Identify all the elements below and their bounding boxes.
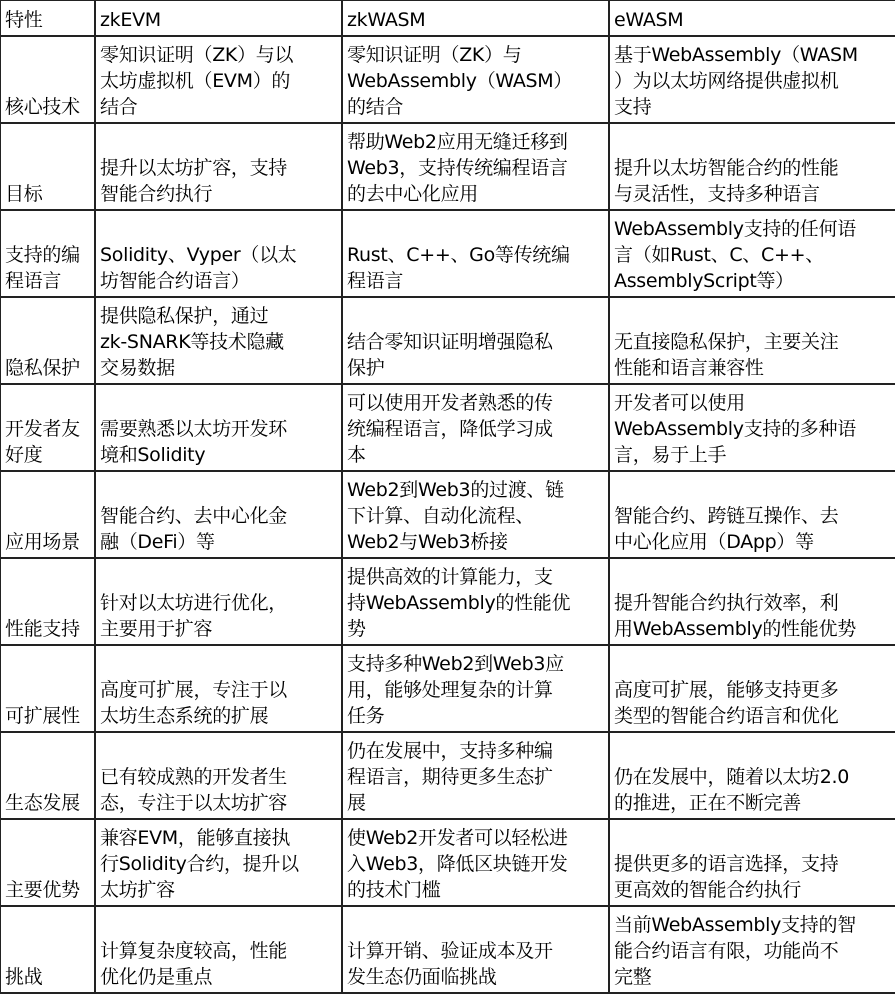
zkevm-cell: 计算复杂度较高，性能 优化仍是重点	[95, 906, 342, 993]
table-row	[0, 210, 895, 297]
ewasm-cell: 仍在发展中，随着以太坊2.0 的推进，正在不断完善	[609, 732, 895, 819]
feature-cell: 应用场景	[0, 471, 95, 558]
table-header-row	[0, 0, 895, 36]
feature-cell: 可扩展性	[0, 645, 95, 732]
feature-cell: 目标	[0, 123, 95, 210]
zkwasm-cell: 支持多种Web2到Web3应 用，能够处理复杂的计算 任务	[342, 645, 609, 732]
zkwasm-cell: 计算开销、验证成本及开 发生态仍面临挑战	[342, 906, 609, 993]
zkwasm-cell: 提供高效的计算能力，支 持WebAssembly的性能优 势	[342, 558, 609, 645]
table-row	[0, 645, 895, 732]
feature-cell: 主要优势	[0, 819, 95, 906]
zkevm-cell: 零知识证明（ZK）与以 太坊虚拟机（EVM）的 结合	[95, 36, 342, 123]
feature-cell: 生态发展	[0, 732, 95, 819]
ewasm-cell: 高度可扩展，能够支持更多 类型的智能合约语言和优化	[609, 645, 895, 732]
zkevm-cell: 智能合约、去中心化金 融（DeFi）等	[95, 471, 342, 558]
table-row	[0, 558, 895, 645]
table-row	[0, 819, 895, 906]
feature-cell: 挑战	[0, 906, 95, 993]
feature-cell: 核心技术	[0, 36, 95, 123]
zkwasm-cell: 仍在发展中，支持多种编 程语言，期待更多生态扩 展	[342, 732, 609, 819]
ewasm-cell: WebAssembly支持的任何语 言（如Rust、C、C++、 AssemblyScript等）	[609, 210, 895, 297]
zkwasm-cell: 可以使用开发者熟悉的传 统编程语言，降低学习成 本	[342, 384, 609, 471]
ewasm-cell: 当前WebAssembly支持的智 能合约语言有限，功能尚不 完整	[609, 906, 895, 993]
ewasm-cell: 提升以太坊智能合约的性能 与灵活性，支持多种语言	[609, 123, 895, 210]
feature-cell: 开发者友 好度	[0, 384, 95, 471]
table-row	[0, 732, 895, 819]
feature-cell: 性能支持	[0, 558, 95, 645]
ewasm-cell: 智能合约、跨链互操作、去 中心化应用（DApp）等	[609, 471, 895, 558]
table-row	[0, 36, 895, 123]
zkwasm-cell: 结合零知识证明增强隐私 保护	[342, 297, 609, 384]
table-row	[0, 906, 895, 993]
zkwasm-cell: 帮助Web2应用无缝迁移到 Web3，支持传统编程语言 的去中心化应用	[342, 123, 609, 210]
zkwasm-cell: 零知识证明（ZK）与 WebAssembly（WASM） 的结合	[342, 36, 609, 123]
ewasm-cell: 提升智能合约执行效率，利 用WebAssembly的性能优势	[609, 558, 895, 645]
header-ewasm: eWASM	[609, 0, 895, 36]
feature-cell: 支持的编 程语言	[0, 210, 95, 297]
ewasm-cell: 提供更多的语言选择，支持 更高效的智能合约执行	[609, 819, 895, 906]
table-row	[0, 471, 895, 558]
zkevm-cell: 高度可扩展，专注于以 太坊生态系统的扩展	[95, 645, 342, 732]
zkevm-cell: 提升以太坊扩容，支持 智能合约执行	[95, 123, 342, 210]
zkwasm-cell: Rust、C++、Go等传统编 程语言	[342, 210, 609, 297]
zkwasm-cell: 使Web2开发者可以轻松进 入Web3，降低区块链开发 的技术门槛	[342, 819, 609, 906]
table-row	[0, 297, 895, 384]
zkevm-cell: 兼容EVM，能够直接执 行Solidity合约，提升以 太坊扩容	[95, 819, 342, 906]
zkevm-cell: 针对以太坊进行优化， 主要用于扩容	[95, 558, 342, 645]
header-zkwasm: zkWASM	[342, 0, 609, 36]
ewasm-cell: 开发者可以使用 WebAssembly支持的多种语 言，易于上手	[609, 384, 895, 471]
header-zkevm: zkEVM	[95, 0, 342, 36]
feature-cell: 隐私保护	[0, 297, 95, 384]
zkevm-cell: 已有较成熟的开发者生 态，专注于以太坊扩容	[95, 732, 342, 819]
table-row	[0, 123, 895, 210]
header-feature: 特性	[0, 0, 95, 36]
zkevm-cell: 需要熟悉以太坊开发环 境和Solidity	[95, 384, 342, 471]
zkwasm-cell: Web2到Web3的过渡、链 下计算、自动化流程、 Web2与Web3桥接	[342, 471, 609, 558]
zkevm-cell: Solidity、Vyper（以太 坊智能合约语言）	[95, 210, 342, 297]
zkevm-cell: 提供隐私保护，通过 zk-SNARK等技术隐藏 交易数据	[95, 297, 342, 384]
ewasm-cell: 基于WebAssembly（WASM ）为以太坊网络提供虚拟机 支持	[609, 36, 895, 123]
table-row	[0, 384, 895, 471]
ewasm-cell: 无直接隐私保护，主要关注 性能和语言兼容性	[609, 297, 895, 384]
